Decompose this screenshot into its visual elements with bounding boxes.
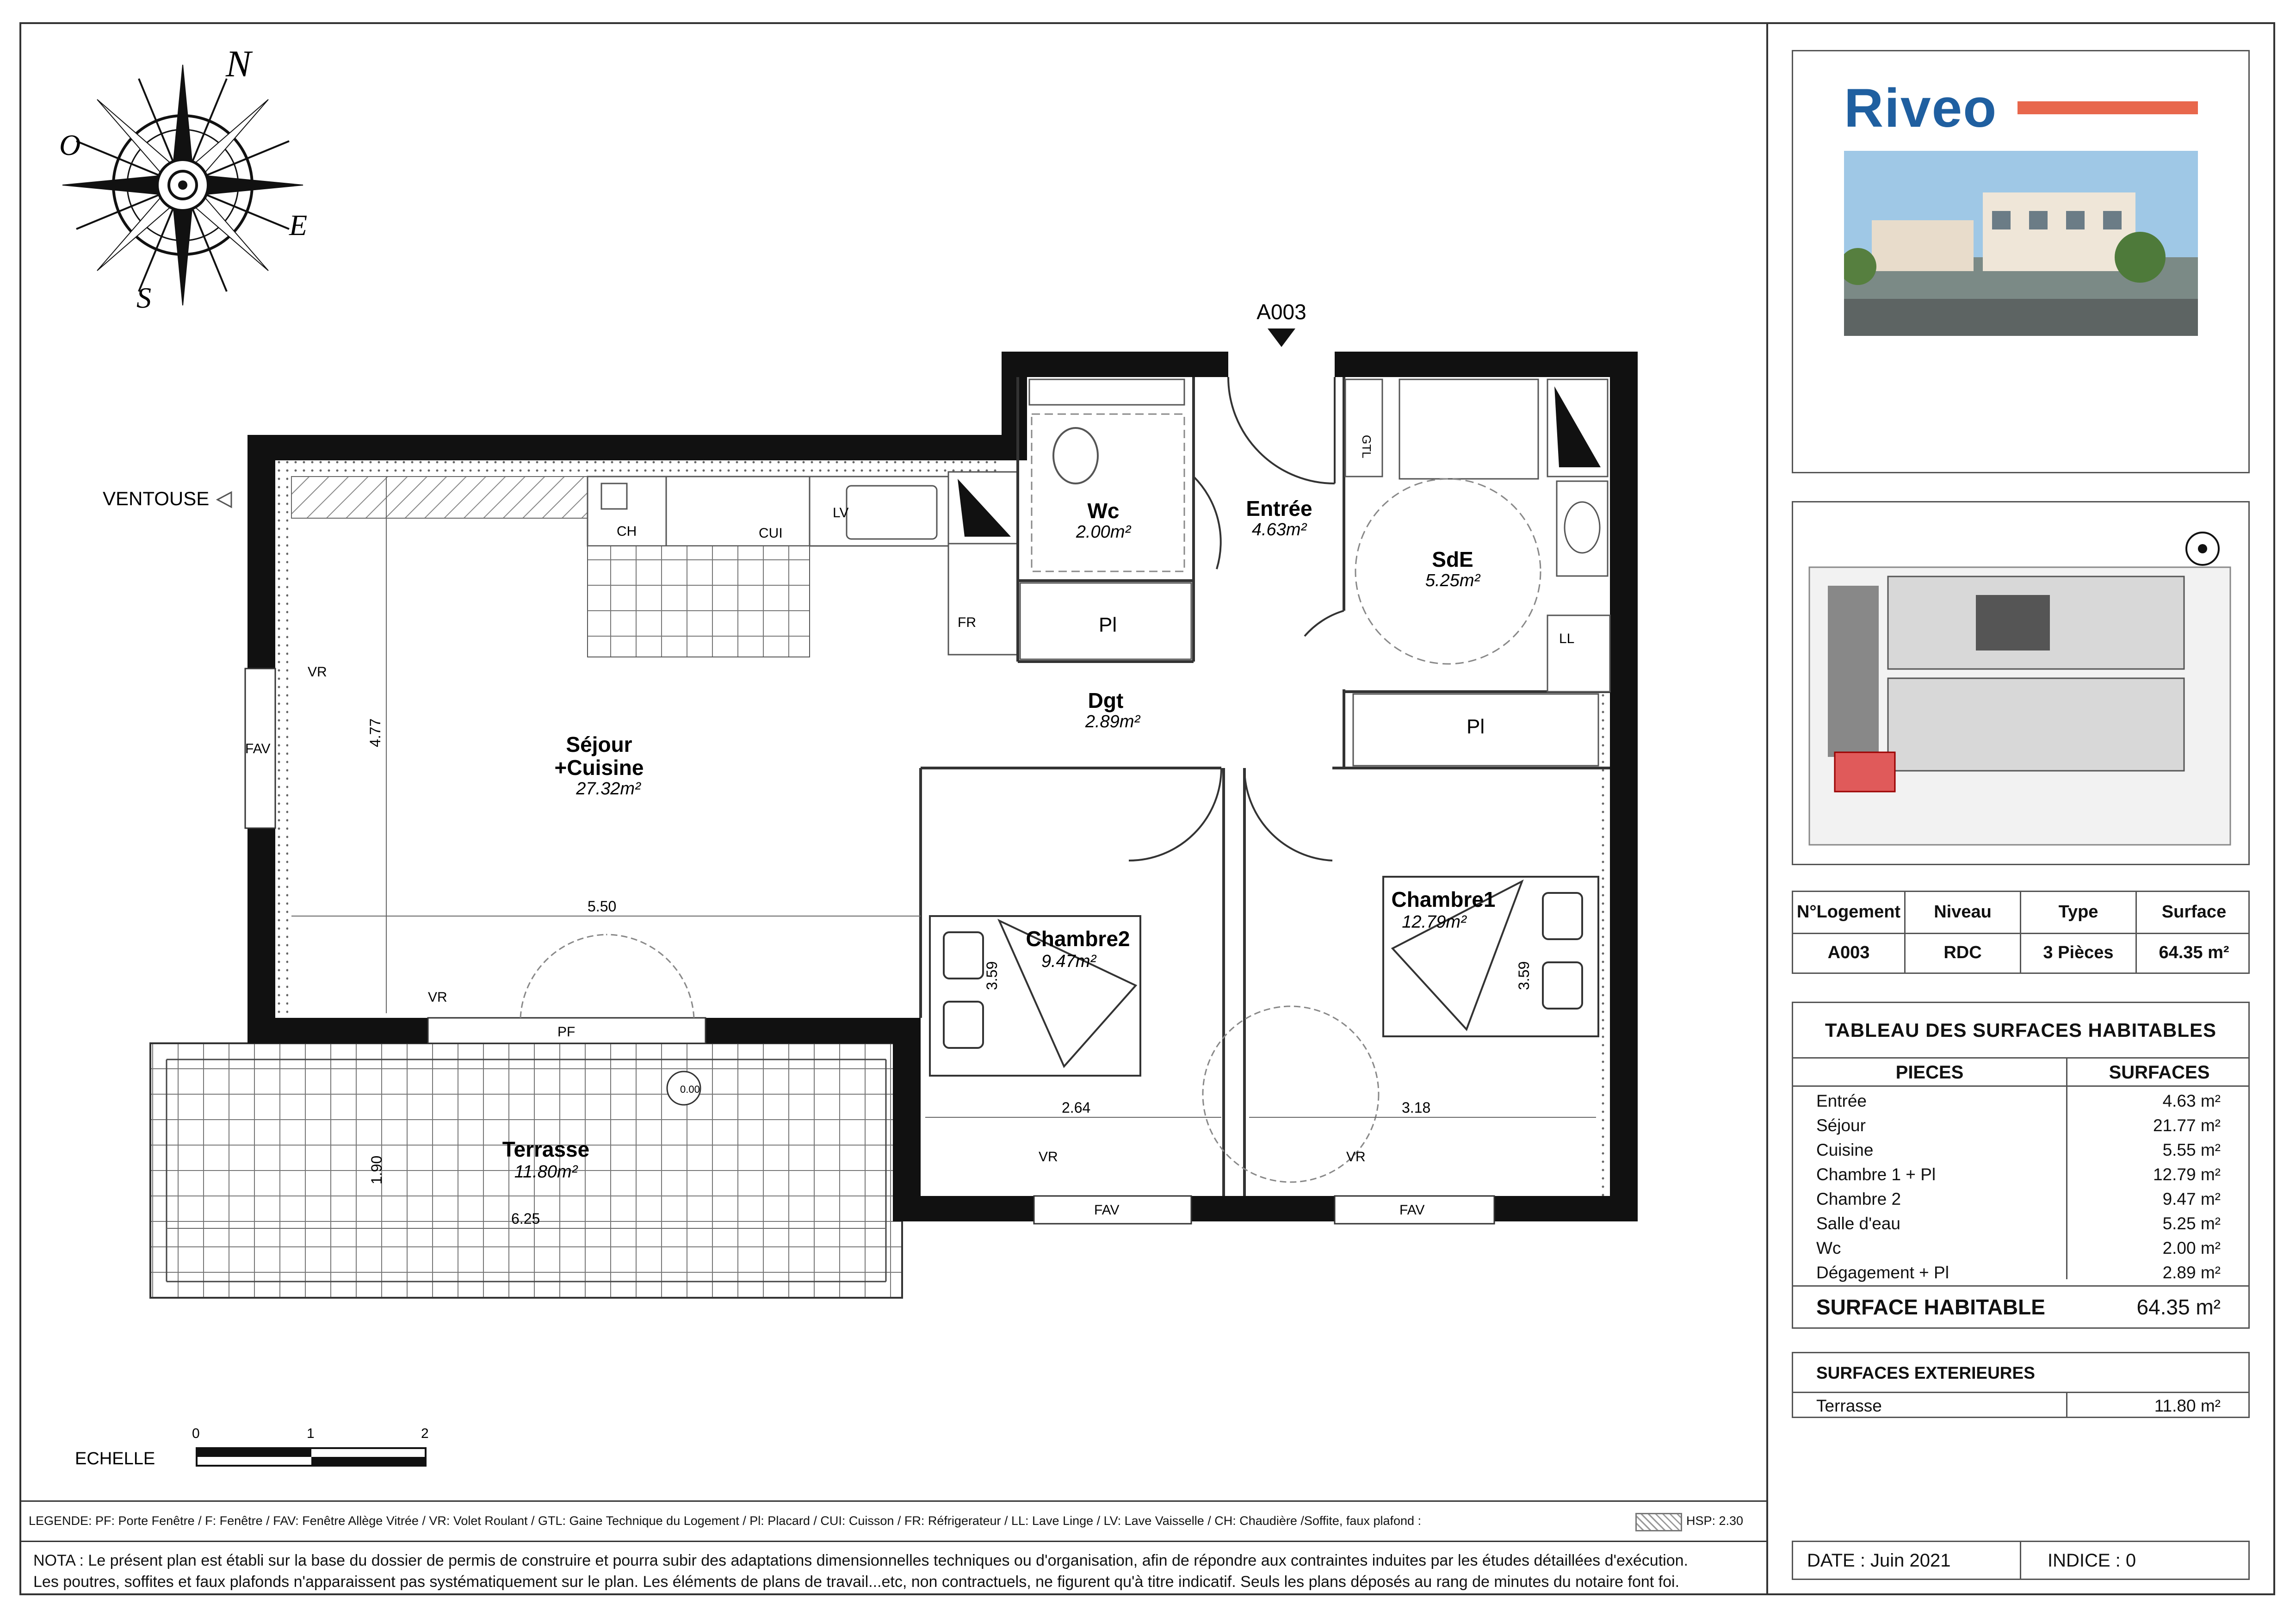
scale-tick-0: 0 bbox=[192, 1426, 200, 1441]
table-row bbox=[1793, 1236, 2248, 1260]
room-entree-name: Entrée bbox=[1246, 496, 1312, 520]
legend-divider bbox=[19, 1500, 1767, 1502]
total-label: SURFACE HABITABLE bbox=[1816, 1295, 2045, 1319]
label-pl-ch1: Pl bbox=[1467, 715, 1485, 738]
room-wc-area: 2.00m² bbox=[1076, 522, 1131, 542]
compass-rose-icon bbox=[62, 65, 303, 305]
info-header-type: Type bbox=[2058, 902, 2098, 922]
room-chambre1-name: Chambre1 bbox=[1391, 887, 1496, 911]
dim-ch2-h: 3.59 bbox=[984, 961, 1000, 990]
label-vr-ch2: VR bbox=[1039, 1149, 1058, 1165]
exterior-table bbox=[1792, 1352, 2250, 1418]
row-piece: Séjour bbox=[1816, 1116, 1866, 1135]
row-surface: 9.47 m² bbox=[2162, 1189, 2221, 1208]
label-gtl: GTL bbox=[1360, 435, 1374, 458]
note-divider bbox=[19, 1541, 1767, 1542]
room-chambre1-area: 12.79m² bbox=[1402, 912, 1467, 932]
brand-box bbox=[1792, 50, 2250, 473]
compass-o: O bbox=[59, 129, 81, 161]
legend-text: LEGENDE: PF: Porte Fenêtre / F: Fenêtre / FAV: Fenêtre Allège Vitrée / VR: Volet Roulant / GTL: Gaine Technique du Logement / Pl: Placard / CUI: Cuisson / FR: Réfrigerateur / LL: Lave Linge / LV: Lave Vaisselle / CH: Chaudière /Soffite, faux plafond : bbox=[29, 1514, 1422, 1528]
footer-box bbox=[1792, 1541, 2250, 1580]
note-line-1: NOTA : Le présent plan est établi sur la base du dossier de permis de construire et pourra subir des adaptations dimensionnelles techniques ou d'organisation, afin de répondre aux contraintes induites par les études détaillées d'exécution. bbox=[33, 1552, 1688, 1569]
row-piece: Salle d'eau bbox=[1816, 1214, 1900, 1233]
label-cui: CUI bbox=[759, 526, 783, 541]
info-header-surface: Surface bbox=[2161, 902, 2227, 922]
site-plan-image bbox=[1800, 512, 2244, 854]
info-value-niveau: RDC bbox=[1943, 943, 1982, 962]
unit-info-table bbox=[1792, 891, 2250, 974]
dim-sejour-w: 5.50 bbox=[588, 898, 617, 915]
label-fav-sejour: FAV bbox=[245, 741, 271, 756]
legend-hsp: HSP: 2.30 bbox=[1686, 1514, 1744, 1528]
table-row bbox=[1793, 1187, 2248, 1211]
label-vr-ch1: VR bbox=[1346, 1149, 1366, 1165]
room-dgt-name: Dgt bbox=[1088, 688, 1124, 712]
label-vr-pf: VR bbox=[428, 990, 447, 1005]
info-header-niveau: Niveau bbox=[1934, 902, 1992, 922]
room-terrasse-area: 11.80m² bbox=[514, 1162, 578, 1182]
room-sejour-name-1: Séjour bbox=[566, 732, 632, 756]
total-value: 64.35 m² bbox=[2136, 1295, 2221, 1319]
label-fav-ch1: FAV bbox=[1399, 1202, 1425, 1218]
row-piece: Cuisine bbox=[1816, 1140, 1874, 1159]
row-piece: Wc bbox=[1816, 1239, 1841, 1258]
exterior-surface: 11.80 m² bbox=[2154, 1396, 2221, 1415]
label-pl-dgt: Pl bbox=[1099, 613, 1117, 636]
room-chambre2-area: 9.47m² bbox=[1041, 952, 1096, 971]
dim-sejour-h: 4.77 bbox=[367, 718, 384, 747]
compass-s: S bbox=[136, 281, 151, 314]
row-piece: Dégagement + Pl bbox=[1816, 1263, 1949, 1282]
surfaces-table bbox=[1792, 1002, 2250, 1329]
dim-ch1-w: 3.18 bbox=[1402, 1099, 1431, 1116]
entry-arrow-icon bbox=[1268, 328, 1295, 347]
label-fr: FR bbox=[958, 615, 976, 630]
row-piece: Entrée bbox=[1816, 1091, 1867, 1110]
label-pf: PF bbox=[557, 1024, 576, 1040]
info-header-logement: N°Logement bbox=[1796, 902, 1901, 922]
exterior-piece: Terrasse bbox=[1816, 1396, 1882, 1415]
dim-ch1-h: 3.59 bbox=[1516, 961, 1532, 990]
scale-tick-2: 2 bbox=[421, 1426, 429, 1441]
row-surface: 5.55 m² bbox=[2162, 1140, 2221, 1159]
footer-indice: INDICE : 0 bbox=[2048, 1550, 2136, 1571]
label-ll: LL bbox=[1559, 631, 1575, 646]
table-row bbox=[1793, 1260, 2248, 1285]
info-value-surface: 64.35 m² bbox=[2159, 943, 2229, 962]
dim-terr-w: 6.25 bbox=[511, 1210, 540, 1227]
row-surface: 4.63 m² bbox=[2162, 1091, 2221, 1110]
site-plan-box bbox=[1792, 501, 2250, 865]
surfaces-title: TABLEAU DES SURFACES HABITABLES bbox=[1825, 1019, 2217, 1041]
brand-accent-bar bbox=[2018, 101, 2198, 114]
ventouse-label: VENTOUSE bbox=[103, 488, 210, 509]
scale-tick-1: 1 bbox=[307, 1426, 315, 1441]
level-value: 0.00 bbox=[680, 1084, 700, 1095]
building-render-image bbox=[1844, 151, 2198, 336]
col-surfaces: SURFACES bbox=[2109, 1062, 2210, 1083]
brand-logo: Riveo bbox=[1844, 78, 1998, 139]
label-vr-sejour: VR bbox=[308, 664, 327, 680]
scale-bar bbox=[197, 1448, 426, 1466]
room-wc-name: Wc bbox=[1087, 499, 1120, 523]
room-entree-area: 4.63m² bbox=[1251, 520, 1307, 539]
col-pieces: PIECES bbox=[1895, 1062, 1964, 1083]
unit-id-label: A003 bbox=[1256, 300, 1306, 324]
label-ch: CH bbox=[617, 524, 637, 539]
info-value-type: 3 Pièces bbox=[2043, 943, 2114, 962]
info-value-logement: A003 bbox=[1827, 943, 1870, 962]
row-surface: 2.89 m² bbox=[2162, 1263, 2221, 1282]
ventouse-arrow-icon bbox=[217, 492, 231, 507]
row-surface: 12.79 m² bbox=[2153, 1165, 2221, 1184]
row-piece: Chambre 2 bbox=[1816, 1189, 1901, 1208]
row-surface: 2.00 m² bbox=[2162, 1239, 2221, 1258]
scale-label: ECHELLE bbox=[75, 1449, 155, 1468]
dim-ch2-w: 2.64 bbox=[1062, 1099, 1091, 1116]
table-row bbox=[1793, 1138, 2248, 1162]
surfaces-rows bbox=[1793, 1089, 2248, 1285]
note-line-2: Les poutres, soffites et faux plafonds n'apparaissent pas systématiquement sur le plan. Les éléments de plans de travail...etc, non contractuels, ne figurent qu'à titre indicatif. Seuls les plans déposés au rang de minutes du notaire font foi. bbox=[33, 1573, 1680, 1591]
room-sde-name: SdE bbox=[1432, 547, 1473, 571]
room-sejour-name-2: +Cuisine bbox=[554, 756, 644, 780]
row-surface: 5.25 m² bbox=[2162, 1214, 2221, 1233]
footer-date: DATE : Juin 2021 bbox=[1807, 1550, 1951, 1571]
panel-divider bbox=[1766, 22, 1768, 1595]
exterior-title: SURFACES EXTERIEURES bbox=[1816, 1363, 2035, 1382]
row-surface: 21.77 m² bbox=[2153, 1116, 2221, 1135]
label-lv: LV bbox=[833, 505, 849, 520]
table-row bbox=[1793, 1113, 2248, 1138]
table-row bbox=[1793, 1089, 2248, 1113]
dim-terr-h: 1.90 bbox=[368, 1155, 385, 1184]
label-fav-ch2: FAV bbox=[1094, 1202, 1120, 1218]
room-dgt-area: 2.89m² bbox=[1085, 712, 1140, 731]
compass-n: N bbox=[226, 43, 251, 85]
legend-hatch-swatch bbox=[1635, 1513, 1682, 1531]
compass-e: E bbox=[289, 209, 308, 242]
room-sejour-area: 27.32m² bbox=[576, 779, 641, 799]
room-terrasse-name: Terrasse bbox=[502, 1137, 590, 1161]
table-row bbox=[1793, 1211, 2248, 1236]
table-row bbox=[1793, 1162, 2248, 1187]
row-piece: Chambre 1 + Pl bbox=[1816, 1165, 1936, 1184]
kitchen bbox=[291, 472, 1018, 657]
room-chambre2-name: Chambre2 bbox=[1026, 927, 1130, 951]
room-sde-area: 5.25m² bbox=[1425, 571, 1480, 590]
